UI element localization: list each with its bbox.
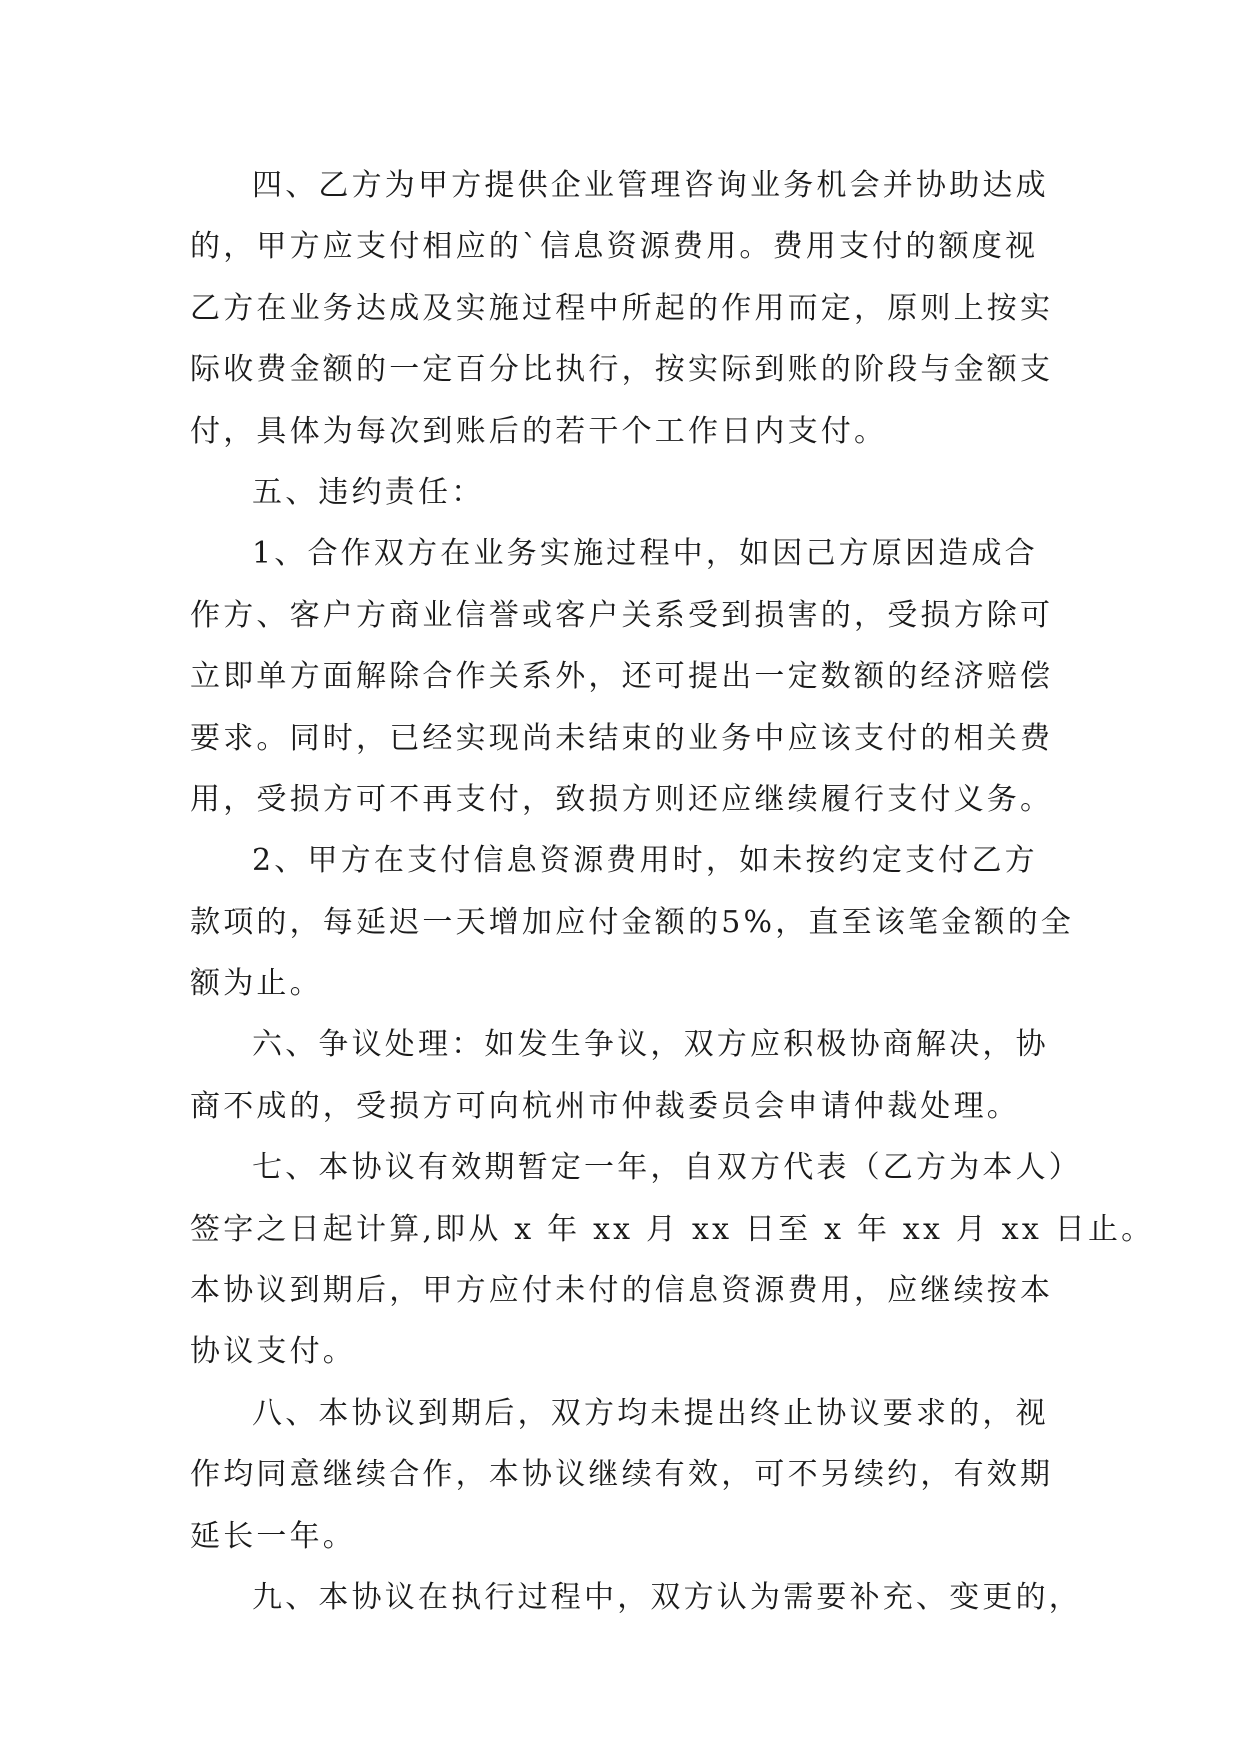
paragraph-clause-8 xyxy=(190,1383,1052,1567)
text-line: 乙方在业务达成及实施过程中所起的作用而定，原则上按实 xyxy=(190,290,1054,326)
paragraph-clause-7 xyxy=(190,1137,1155,1383)
paragraph-clause-5-1 xyxy=(190,523,1052,830)
paragraph-clause-9 xyxy=(190,1567,1082,1628)
text-line: 商不成的，受损方可向杭州市仲裁委员会申请仲裁处理。 xyxy=(190,1088,1020,1124)
text-line: 要求。同时，已经实现尚未结束的业务中应该支付的相关费 xyxy=(190,720,1054,756)
text-line: 延长一年。 xyxy=(190,1518,356,1554)
text-line: 付，具体为每次到账后的若干个工作日内支付。 xyxy=(190,413,888,449)
text-line: 2、甲方在支付信息资源费用时，如未按约定支付乙方 xyxy=(252,843,1038,879)
text-line: 九、本协议在执行过程中，双方认为需要补充、变更的， xyxy=(252,1579,1082,1615)
text-line: 八、本协议到期后，双方均未提出终止协议要求的，视 xyxy=(252,1395,1049,1431)
text-line: 协议支付。 xyxy=(190,1334,356,1370)
text-line: 的，甲方应支付相应的`信息资源费用。费用支付的额度视 xyxy=(190,229,1039,265)
text-line: 1、合作双方在业务实施过程中，如因己方原因造成合 xyxy=(252,536,1038,572)
text-line: 立即单方面解除合作关系外，还可提出一定数额的经济赔偿 xyxy=(190,659,1054,695)
text-line: 六、争议处理：如发生争议，双方应积极协商解决，协 xyxy=(252,1027,1049,1063)
text-line: 款项的，每延迟一天增加应付金额的5%，直至该笔金额的全 xyxy=(190,904,1074,940)
paragraph-clause-5-heading xyxy=(190,462,1052,523)
paragraph-clause-5-2 xyxy=(190,830,1074,1014)
text-line: 五、违约责任： xyxy=(252,474,485,510)
document-body xyxy=(190,155,1155,1628)
text-line: 签字之日起计算,即从 x 年 xx 月 xx 日至 x 年 xx 月 xx 日止。 xyxy=(190,1211,1155,1247)
text-line: 本协议到期后，甲方应付未付的信息资源费用，应继续按本 xyxy=(190,1273,1054,1309)
text-line: 作方、客户方商业信誉或客户关系受到损害的，受损方除可 xyxy=(190,597,1054,633)
text-line: 四、乙方为甲方提供企业管理咨询业务机会并协助达成 xyxy=(252,168,1049,203)
paragraph-clause-6 xyxy=(190,1014,1052,1137)
text-line: 作均同意继续合作，本协议继续有效，可不另续约，有效期 xyxy=(190,1457,1054,1493)
text-line: 七、本协议有效期暂定一年，自双方代表（乙方为本人） xyxy=(252,1150,1082,1186)
text-line: 用，受损方可不再支付，致损方则还应继续履行支付义务。 xyxy=(190,781,1054,817)
text-line: 际收费金额的一定百分比执行，按实际到账的阶段与金额支 xyxy=(190,352,1054,388)
text-line: 额为止。 xyxy=(190,966,323,1002)
paragraph-clause-4 xyxy=(190,155,1052,462)
